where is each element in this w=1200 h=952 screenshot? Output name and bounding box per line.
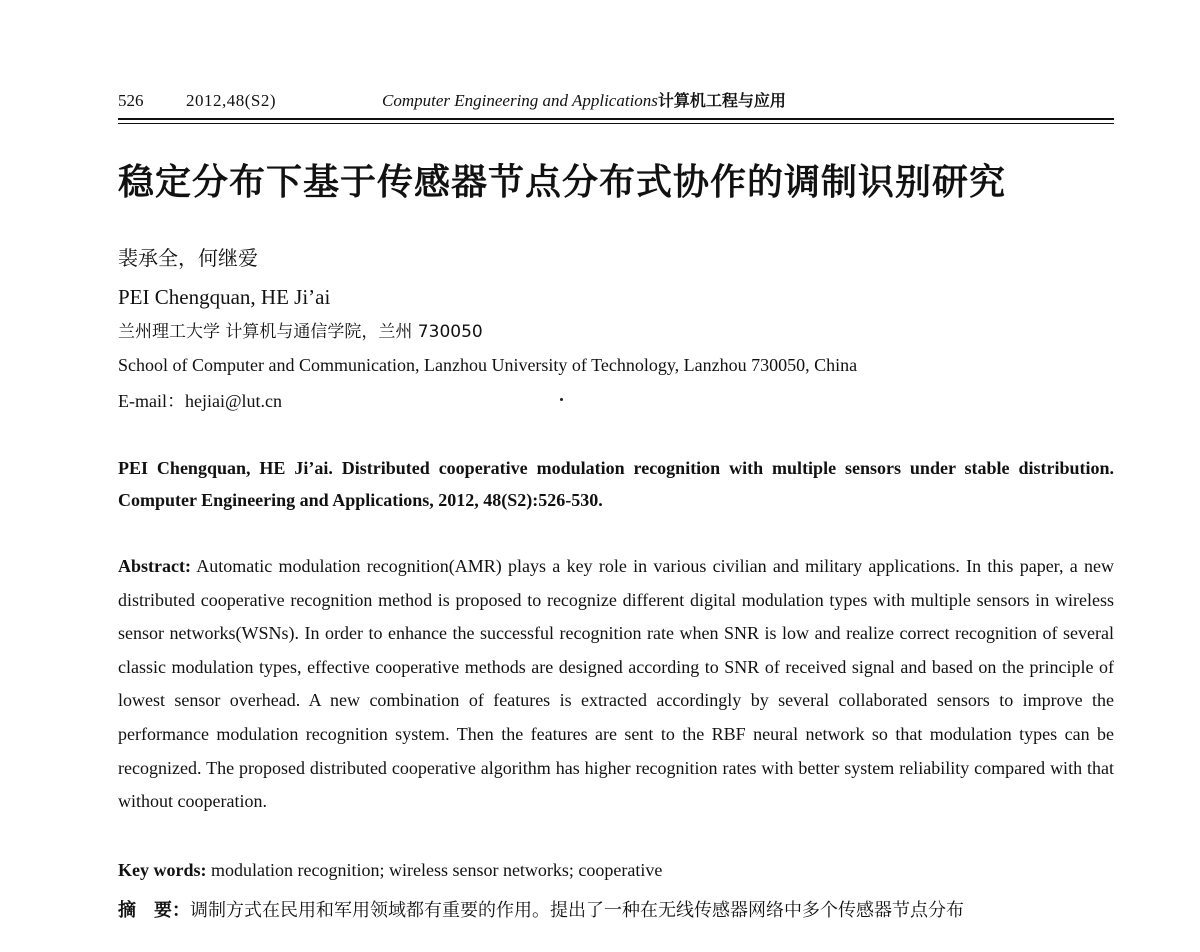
running-header [118,88,1114,114]
authors-cn: 裴承全，何继爱 [118,246,258,270]
email: E-mail：hejiai@lut.cn [118,391,283,411]
volume-issue: 2012,48(S2) [186,91,277,110]
citation: PEI Chengquan, HE Ji’ai. Distributed cooperative modulation recognition with multiple sensors under stable distribution. Computer Engineering and Applications, 2012, 48(S2):526-530. [118,458,1114,510]
abstract-cn-label: 摘 要： [118,900,190,921]
affiliation-cn: 兰州理工大学 计算机与通信学院，兰州 730050 [118,322,483,342]
abstract-label: Abstract: [118,556,191,576]
authors-en: PEI Chengquan, HE Ji’ai [118,285,331,309]
abstract-text: Automatic modulation recognition(AMR) plays a key role in various civilian and military applications. In this paper, a new distributed cooperative recognition method is proposed to recognize different digital modulation types with multiple sensors in wireless sensor networks(WSNs). In order to enhance the successful recognition rate when SNR is low and realize correct recognition of several classic modulation types, effective cooperative methods are designed according to SNR of received signal and based on the principle of lowest sensor overhead. A new combination of features is extracted accordingly by several collaborated sensors to improve the performance modulation recognition system. Then the features are sent to the RBF neural network so that modulation types can be recognized. The proposed distributed cooperative algorithm has higher recognition rates with better system reliability compared with that without cooperation. [118,556,1114,812]
journal-name [382,88,786,114]
affiliation-en: School of Computer and Communication, Lanzhou University of Technology, Lanzhou 730050, China [118,355,858,375]
page-number: 526 [118,91,144,110]
keywords-en [118,855,1114,885]
header-rule-thick [118,118,1114,120]
paper-title: 稳定分布下基于传感器节点分布式协作的调制识别研究 [118,162,1007,203]
abstract-en [118,550,1114,819]
stray-dot [560,398,563,401]
journal-name-cn: 计算机工程与应用 [657,91,786,110]
keywords-text: modulation recognition; wireless sensor networks; cooperative [211,860,663,880]
abstract-cn [118,896,1118,926]
abstract-cn-text: 调制方式在民用和军用领域都有重要的作用。提出了一种在无线传感器网络中多个传感器节点分布 [190,900,964,921]
header-rule-thin [118,123,1114,124]
journal-name-en: Computer Engineering and Applications [382,91,658,110]
keywords-label: Key words: [118,860,207,880]
